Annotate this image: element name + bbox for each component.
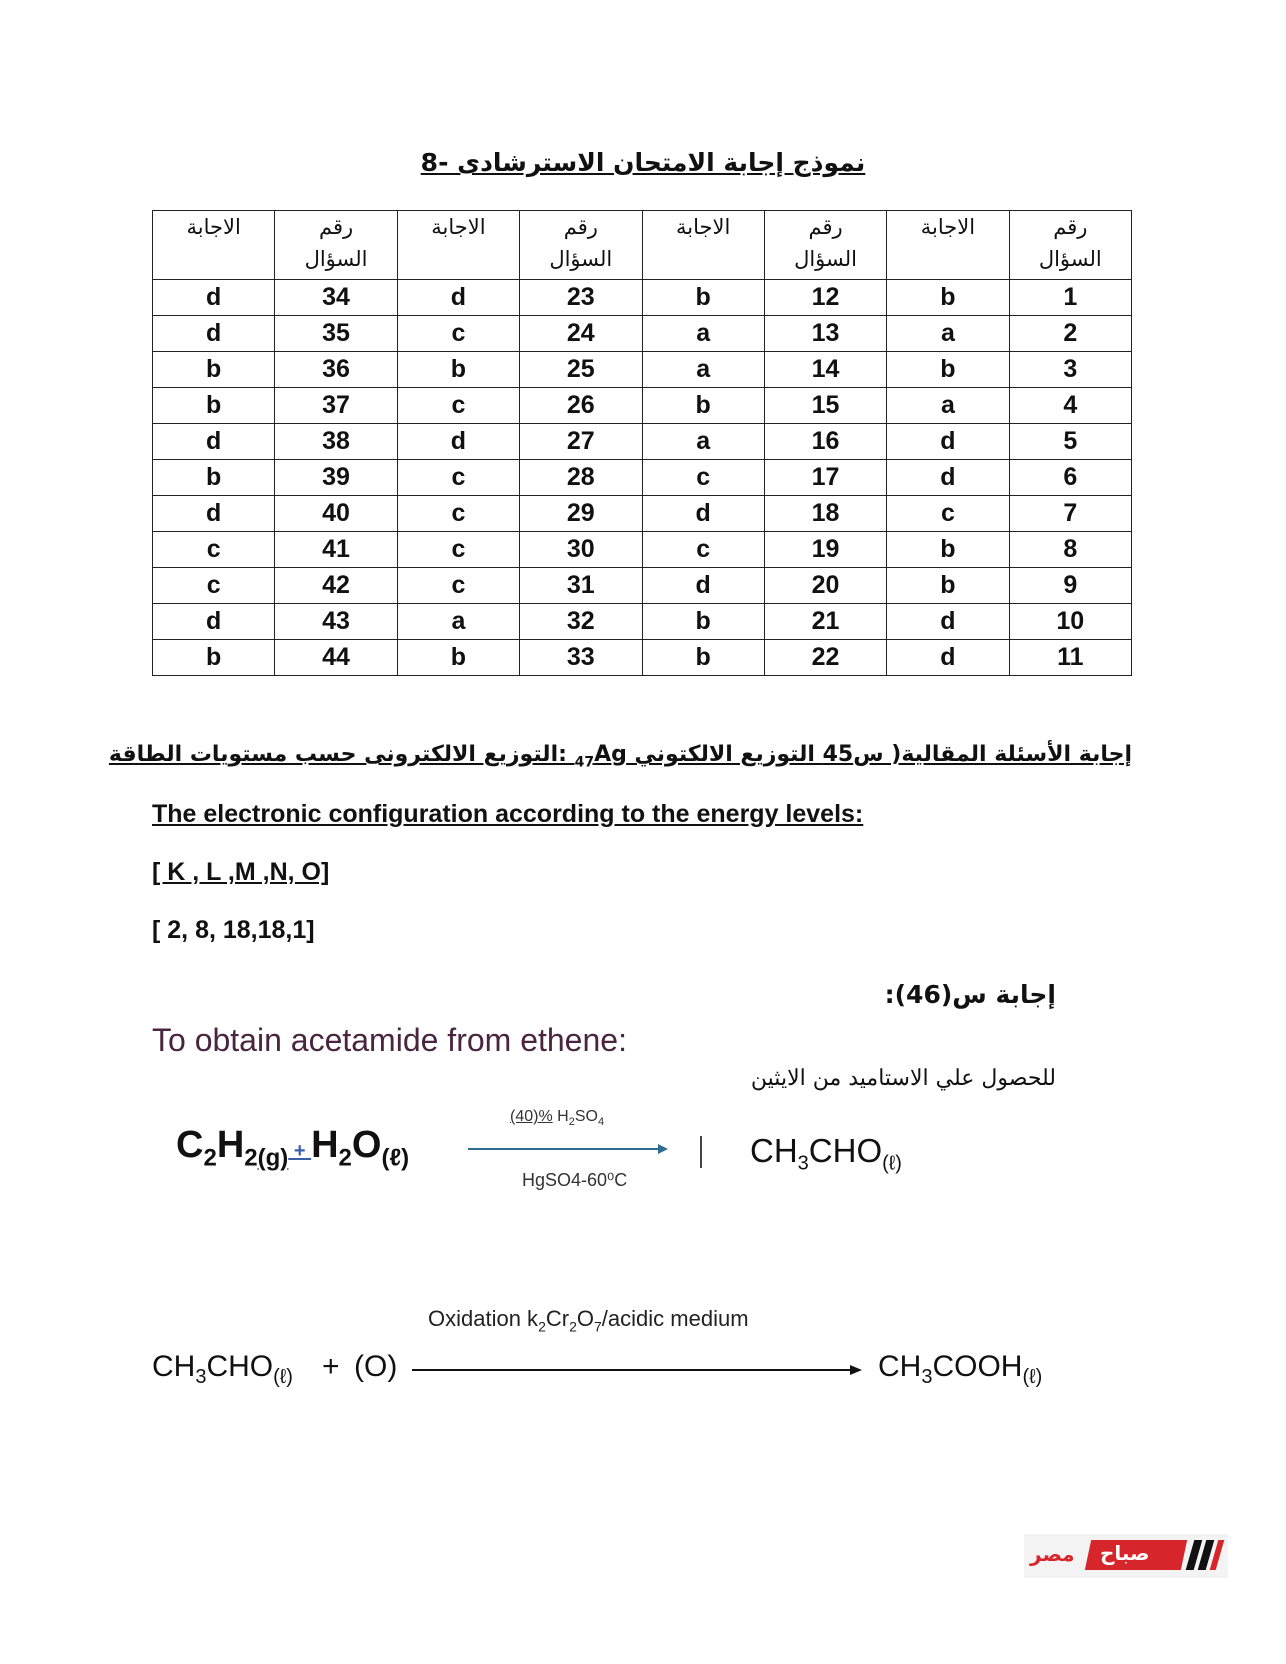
sabah-masr-logo: [1024, 1534, 1228, 1578]
table-cell: 43: [275, 604, 397, 640]
table-cell: d: [153, 280, 275, 316]
table-cell: c: [397, 568, 519, 604]
table-cell: c: [397, 388, 519, 424]
header-answer: الاجابة: [642, 211, 764, 280]
energy-levels: [ K , L ,M ,N, O]: [152, 858, 330, 886]
reaction1-arrow: [468, 1142, 668, 1156]
table-cell: d: [397, 424, 519, 460]
table-header-row: [153, 211, 1132, 280]
header-qnum-line2: السؤال: [794, 247, 858, 271]
electronic-config-heading: The electronic configuration according to the energy levels:: [152, 800, 864, 828]
table-row: [153, 568, 1132, 604]
table-cell: 30: [520, 532, 642, 568]
table-cell: c: [397, 532, 519, 568]
table-cell: c: [397, 316, 519, 352]
table-row: [153, 316, 1132, 352]
table-cell: 18: [764, 496, 886, 532]
table-cell: 21: [764, 604, 886, 640]
header-answer: الاجابة: [397, 211, 519, 280]
table-cell: c: [642, 460, 764, 496]
header-qnum-line2: السؤال: [304, 247, 368, 271]
q45-symbol: Ag: [594, 742, 627, 767]
header-qnum-line1: رقم: [808, 215, 843, 239]
table-cell: a: [397, 604, 519, 640]
table-cell: 2: [1009, 316, 1131, 352]
table-cell: 27: [520, 424, 642, 460]
table-cell: b: [887, 568, 1009, 604]
table-cell: a: [887, 316, 1009, 352]
table-cell: 23: [520, 280, 642, 316]
logo-text-white: صباح: [1100, 1541, 1150, 1565]
electron-counts: [ 2, 8, 18,18,1]: [152, 916, 315, 944]
table-cell: b: [642, 604, 764, 640]
q46-english-title: To obtain acetamide from ethene:: [152, 1022, 627, 1058]
table-cell: d: [642, 568, 764, 604]
table-row: [153, 352, 1132, 388]
table-cell: b: [153, 460, 275, 496]
table-cell: b: [397, 352, 519, 388]
reaction1-reactants: $C_2H_{2(g)} + H_2O_{(\ell)}$: [176, 1124, 410, 1172]
cursor-bar: [700, 1136, 702, 1168]
header-question-number: [520, 211, 642, 280]
reaction1-arrow-head: [658, 1144, 668, 1154]
table-cell: 41: [275, 532, 397, 568]
reaction1-catalyst-top: (40)% $H_2SO_4$: [510, 1108, 605, 1129]
table-cell: c: [642, 532, 764, 568]
reaction2-plus: +: [322, 1350, 340, 1383]
header-question-number: [764, 211, 886, 280]
header-qnum-line2: السؤال: [549, 247, 613, 271]
table-cell: b: [153, 640, 275, 676]
table-cell: 29: [520, 496, 642, 532]
table-cell: 12: [764, 280, 886, 316]
table-row: [153, 388, 1132, 424]
table-row: [153, 532, 1132, 568]
table-cell: 39: [275, 460, 397, 496]
table-cell: 4: [1009, 388, 1131, 424]
table-cell: 40: [275, 496, 397, 532]
page-title: نموذج إجابة الامتحان الاسترشادى -8: [420, 148, 866, 177]
table-cell: b: [642, 280, 764, 316]
table-cell: 25: [520, 352, 642, 388]
table-cell: b: [153, 352, 275, 388]
table-cell: 7: [1009, 496, 1131, 532]
table-cell: 11: [1009, 640, 1131, 676]
table-cell: b: [153, 388, 275, 424]
table-cell: 5: [1009, 424, 1131, 460]
table-row: [153, 496, 1132, 532]
table-row: [153, 460, 1132, 496]
table-cell: 13: [764, 316, 886, 352]
reaction2-arrow-head: [850, 1365, 862, 1375]
header-answer: الاجابة: [153, 211, 275, 280]
table-cell: 37: [275, 388, 397, 424]
table-cell: c: [153, 568, 275, 604]
table-cell: 19: [764, 532, 886, 568]
table-cell: 35: [275, 316, 397, 352]
table-cell: 32: [520, 604, 642, 640]
reaction1-product-formula: $CH_3CHO_{(\ell)}$: [750, 1132, 902, 1175]
header-qnum-line1: رقم: [318, 215, 354, 239]
header-question-number: [275, 211, 397, 280]
table-cell: 24: [520, 316, 642, 352]
q45-text-part1: إجابة الأسئلة المقالية( س45 التوزيع الالكتوني: [626, 742, 1132, 767]
table-cell: 3: [1009, 352, 1131, 388]
table-cell: 10: [1009, 604, 1131, 640]
table-cell: 16: [764, 424, 886, 460]
table-row: [153, 280, 1132, 316]
table-cell: d: [153, 424, 275, 460]
reaction2-oxidant: (O): [354, 1350, 398, 1383]
table-cell: 44: [275, 640, 397, 676]
table-cell: 14: [764, 352, 886, 388]
table-cell: d: [887, 604, 1009, 640]
table-cell: d: [153, 496, 275, 532]
table-cell: 28: [520, 460, 642, 496]
table-cell: b: [642, 388, 764, 424]
q45-text-part2: :التوزيع الالكترونى حسب مستويات الطاقة: [108, 742, 575, 767]
table-cell: 26: [520, 388, 642, 424]
table-cell: 20: [764, 568, 886, 604]
table-cell: c: [153, 532, 275, 568]
table-cell: 15: [764, 388, 886, 424]
logo-text-red: مصر: [1030, 1542, 1075, 1566]
table-cell: b: [887, 280, 1009, 316]
table-cell: 6: [1009, 460, 1131, 496]
table-cell: 17: [764, 460, 886, 496]
table-cell: a: [642, 424, 764, 460]
header-qnum-line1: رقم: [1053, 215, 1088, 239]
q45-element: [574, 742, 627, 771]
table-cell: 8: [1009, 532, 1131, 568]
table-cell: d: [887, 640, 1009, 676]
table-cell: a: [642, 316, 764, 352]
answer-key-table: [152, 210, 1132, 676]
table-row: [153, 640, 1132, 676]
table-row: [153, 604, 1132, 640]
header-answer: الاجابة: [887, 211, 1009, 280]
table-cell: 1: [1009, 280, 1131, 316]
table-cell: 36: [275, 352, 397, 388]
q46-arabic-title: للحصول علي الاستاميد من الايثين: [750, 1066, 1056, 1091]
table-cell: d: [153, 316, 275, 352]
table-cell: d: [153, 604, 275, 640]
q45-heading: [109, 742, 1132, 770]
table-cell: 31: [520, 568, 642, 604]
table-cell: c: [397, 496, 519, 532]
reaction2-product-formula: $CH_3COOH_{(\ell)}$: [878, 1350, 1043, 1388]
table-cell: c: [397, 460, 519, 496]
q45-mass-number: 47: [574, 754, 595, 771]
table-cell: 34: [275, 280, 397, 316]
table-cell: 38: [275, 424, 397, 460]
table-cell: d: [887, 424, 1009, 460]
q46-label: إجابة س(46):: [884, 980, 1056, 1009]
reaction1-catalyst-bottom: HgSO4-60⁰C: [522, 1170, 628, 1190]
header-qnum-line2: السؤال: [1038, 247, 1102, 271]
table-cell: b: [887, 532, 1009, 568]
table-cell: a: [887, 388, 1009, 424]
table-cell: b: [397, 640, 519, 676]
table-cell: c: [887, 496, 1009, 532]
header-qnum-line1: رقم: [563, 215, 598, 239]
table-cell: 22: [764, 640, 886, 676]
table-cell: d: [887, 460, 1009, 496]
table-cell: 42: [275, 568, 397, 604]
table-cell: d: [397, 280, 519, 316]
table-cell: b: [887, 352, 1009, 388]
table-cell: d: [642, 496, 764, 532]
header-question-number: [1009, 211, 1131, 280]
table-cell: b: [642, 640, 764, 676]
table-cell: 33: [520, 640, 642, 676]
reaction2-reactant-formula: $CH_3CHO_{(\ell)}$: [152, 1350, 293, 1388]
reaction2-condition: Oxidation $k_2Cr_2O_7$/acidic medium: [428, 1306, 749, 1335]
table-cell: 9: [1009, 568, 1131, 604]
reaction2-arrow: [412, 1363, 862, 1377]
table-cell: a: [642, 352, 764, 388]
table-row: [153, 424, 1132, 460]
